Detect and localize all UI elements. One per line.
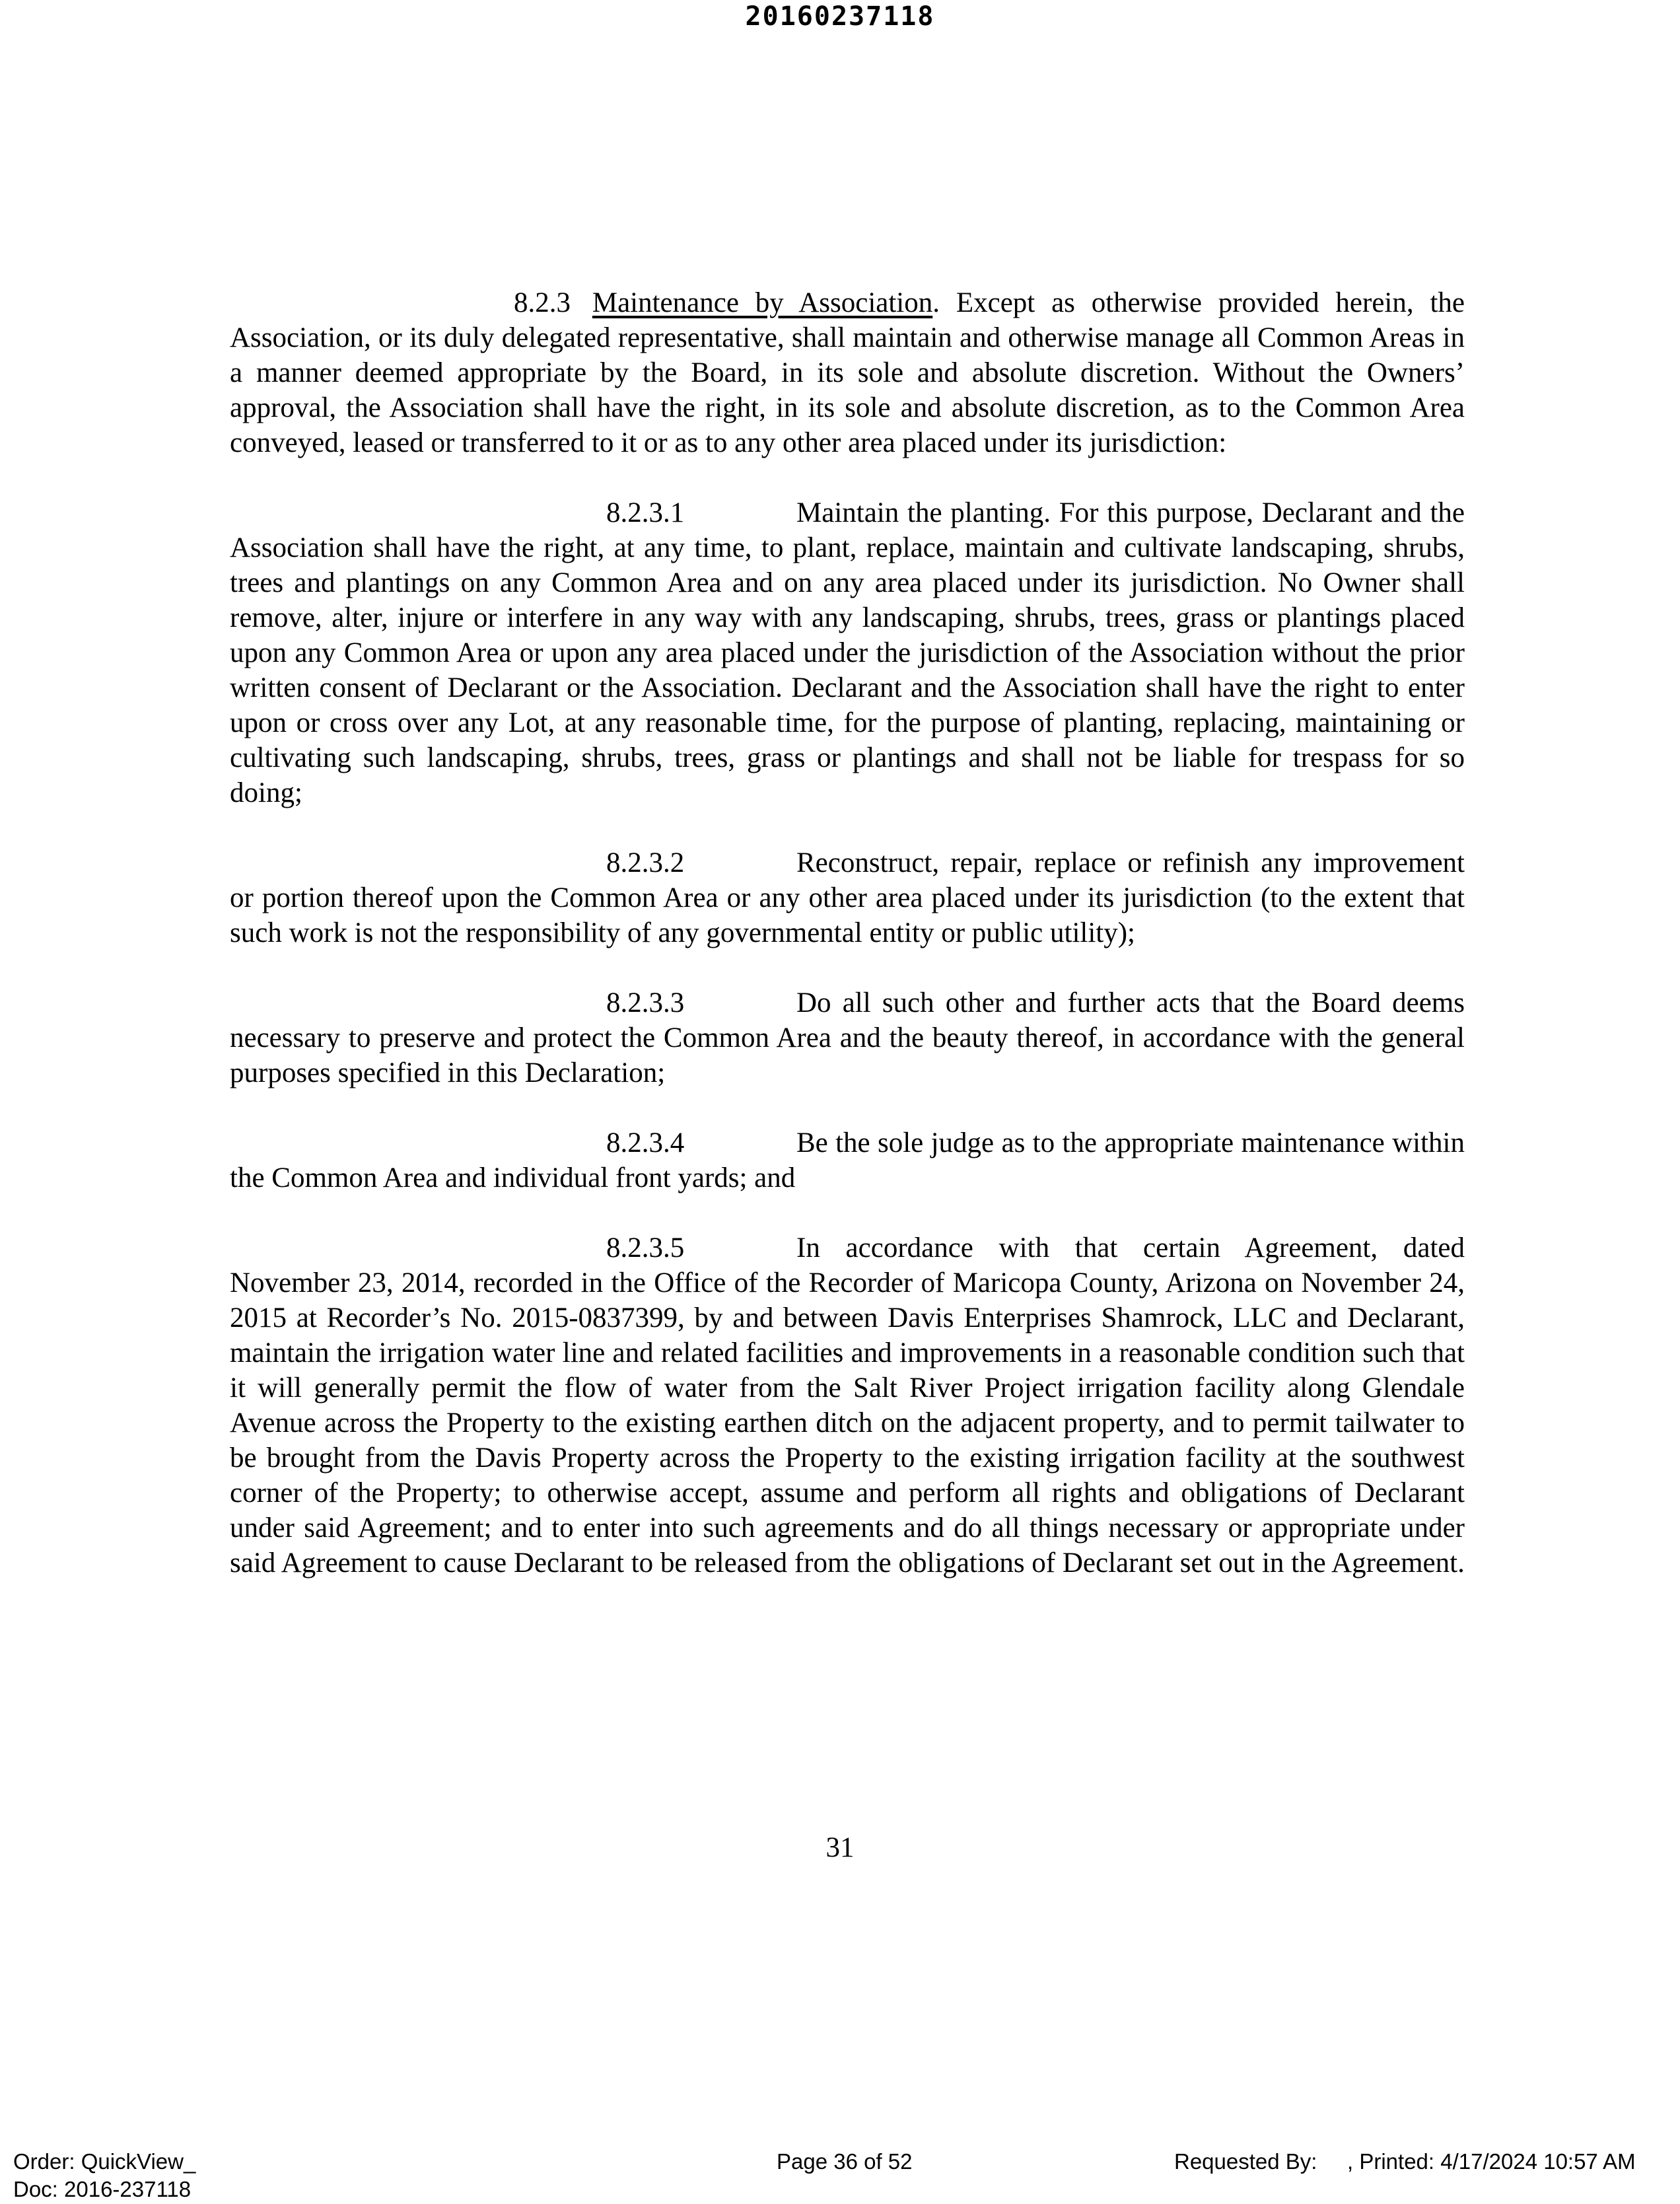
- footer-printed-date: , Printed: 4/17/2024 10:57 AM: [1347, 2149, 1636, 2174]
- footer-requested-by: Requested By:: [1174, 2149, 1317, 2174]
- subsection-text: Maintain the planting. For this purpose, Declarant and the Association shall have the right, at any time, to plant, replace, maintain and cultivate landscaping, shrubs, trees and plantings on any Common Area and on any area placed under its jurisdiction. No Owner shall remove, alter, injure or interfere in any way with any landscaping, shrubs, trees, grass or plantings placed upon any Common Area or upon any area placed under the jurisdiction of the Association without the prior written consent of Declarant or the Association. Declarant and the Association shall have the right to enter upon or cross over any Lot, at any reasonable time, for the purpose of planting, replacing, maintaining or cultivating such landscaping, shrubs, trees, grass or plantings and shall not be liable for trespass for so doing;: [230, 497, 1465, 808]
- footer-doc: Doc: 2016-237118: [13, 2177, 192, 2201]
- subsection-number: 8.2.3.4: [606, 1127, 685, 1158]
- subsection-8-2-3-4: [230, 1125, 1465, 1195]
- section-number: 8.2.3: [514, 287, 571, 318]
- footer-page-count: Page 36 of 52: [777, 2149, 913, 2174]
- page-number: 31: [825, 1832, 855, 1863]
- subsection-text: In accordance with that certain Agreement, dated November 23, 2014, recorded in the Office of the Recorder of Maricopa County, Arizona on November 24, 2015 at Recorder’s No. 2015-0837399, by and between Davis Enterprises Shamrock, LLC and Declarant, maintain the irrigation water line and related facilities and improvements in a reasonable condition such that it will generally permit the flow of water from the Salt River Project irrigation facility along Glendale Avenue across the Property to the existing earthen ditch on the adjacent property, and to permit tailwater to be brought from the Davis Property across the Property to the existing irrigation facility at the southwest corner of the Property; to otherwise accept, assume and perform all rights and obligations of Declarant under said Agreement; and to enter into such agreements and do all things necessary or appropriate under said Agreement to cause Declarant to be released from the obligations of Declarant set out in the Agreement.: [230, 1232, 1465, 1579]
- subsection-number: 8.2.3.5: [606, 1232, 685, 1263]
- subsection-text: Do all such other and further acts that the Board deems necessary to preserve and protect the Common Area and the beauty thereof, in accordance with the general purposes specified in this Declaration;: [230, 987, 1465, 1088]
- document-body: [230, 285, 1465, 1616]
- section-8-2-3: [230, 285, 1465, 460]
- footer-order: Order: QuickView_: [13, 2149, 196, 2174]
- subsection-text: Reconstruct, repair, replace or refinish any improvement or portion thereof upon the Common Area or any other area placed under its jurisdiction (to the extent that such work is not the responsibility of any governmental entity or public utility);: [230, 847, 1465, 948]
- section-title: Maintenance by Association: [592, 287, 933, 318]
- subsection-text: Be the sole judge as to the appropriate maintenance within the Common Area and individual front yards; and: [230, 1127, 1465, 1193]
- section-text: . Except as otherwise provided herein, the Association, or its duly delegated representative, shall maintain and otherwise manage all Common Areas in a manner deemed appropriate by the Board, in its sole and absolute discretion. Without the Owners’ approval, the Association shall have the right, in its sole and absolute discretion, as to the Common Area conveyed, leased or transferred to it or as to any other area placed under its jurisdiction:: [230, 287, 1465, 458]
- subsection-number: 8.2.3.2: [606, 847, 685, 878]
- subsection-8-2-3-5: [230, 1230, 1465, 1581]
- recording-number: 20160237118: [745, 1, 935, 32]
- subsection-8-2-3-3: [230, 985, 1465, 1090]
- subsection-8-2-3-1: [230, 495, 1465, 810]
- subsection-number: 8.2.3.3: [606, 987, 685, 1018]
- subsection-number: 8.2.3.1: [606, 497, 685, 528]
- subsection-8-2-3-2: [230, 845, 1465, 950]
